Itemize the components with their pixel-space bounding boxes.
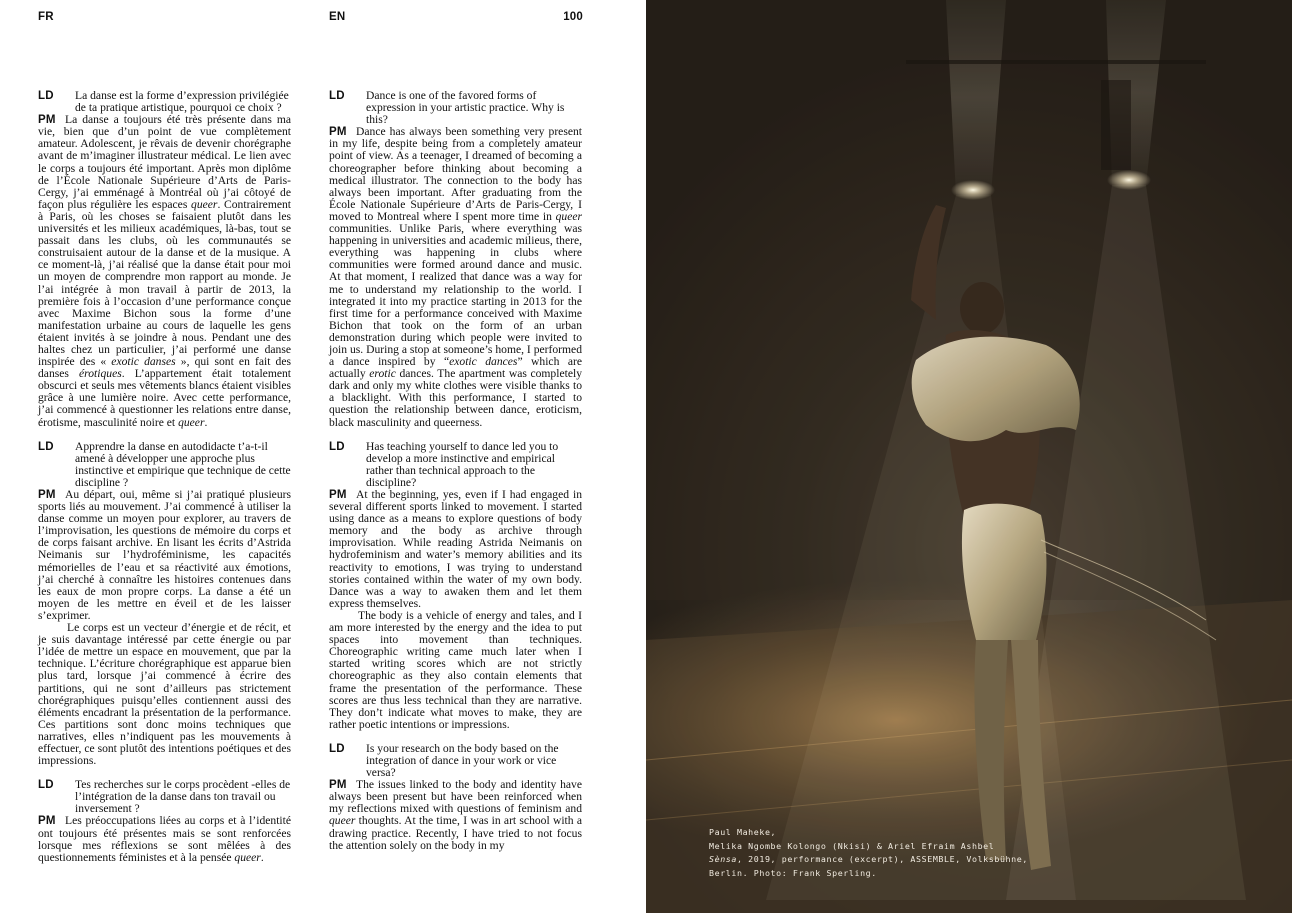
performance-photo xyxy=(646,0,1292,913)
pm-label: PM xyxy=(329,126,347,139)
pm-label: PM xyxy=(329,779,347,792)
caption-work-title: Sènsa xyxy=(709,854,737,865)
pm-label: PM xyxy=(38,489,56,501)
fr-question-3 xyxy=(38,779,291,815)
header-fr-label: FR xyxy=(38,11,54,23)
caption-line-2: Melika Ngombe Kolongo (Nkisi) & Ariel Efraim Ashbel xyxy=(709,840,995,851)
en-answer-2-paragraph-2: The body is a vehicle of energy and tales, and I am more interested by the energy and the idea to put spaces into movement than techniques. Choreographic writing came much later when I started writing scores which are not strictly choreographic as they also contain elements that frame the presentation of the performance. These scores are thus less technical than they are narrative. They don’t indicate what moves to make, they are rather poetic intentions or impressions. xyxy=(329,608,582,731)
ld-label: LD xyxy=(329,440,345,453)
ld-label: LD xyxy=(329,90,345,102)
en-question-2 xyxy=(329,441,582,489)
en-answer-3: PM The issues linked to the body and identity have always been present but have been reinforced when my reflections mixed with questions of feminism and queer thoughts. At the time, I was in art school with a drawing practice. Recently, I have tried to not focus the attention solely on the body in my xyxy=(329,778,582,852)
fr-answer-2-paragraph-2: Le corps est un vecteur d’énergie et de récit, et je suis davantage intéressé par cette énergie ou par l’idée de mettre un espace en mouvement, que par la technique. L’écriture chorégraphique est apparue bien plus tard, lorsque j’ai commencé à écrire des partitions, qui ne sont d’ailleurs pas strictement chorégraphiques puisqu’elles contiennent aussi des éléments encadrant la présentation de la performance. Ces partitions sont donc moins techniques que narratives, elles n’indiquent pas les mouvements à effectuer, ce sont plutôt des intentions poétiques et des impressions. xyxy=(38,621,291,768)
en-question-3 xyxy=(329,743,582,779)
caption-line-4: Berlin. Photo: Frank Sperling. xyxy=(709,867,877,878)
ld-label: LD xyxy=(329,742,345,755)
en-question-2-text: Has teaching yourself to dance led you to develop a more instinctive and empirical rather than technical approach to the discipline? xyxy=(366,439,559,489)
caption-line-3: Sènsa, 2019, performance (excerpt), ASSEMBLE, Volksbühne, xyxy=(709,854,1028,865)
pm-label: PM xyxy=(38,114,56,127)
en-question-1-text: Dance is one of the favored forms of expression in your artistic practice. Why is this? xyxy=(366,89,565,127)
header-en-label: EN xyxy=(329,11,346,23)
ld-label: LD xyxy=(38,90,54,102)
fr-question-2-text: Apprendre la danse en autodidacte t’a-t-il amené à développer une approche plus instinctive et empirique que technique de cette discipline ? xyxy=(75,439,291,489)
pm-label: PM xyxy=(38,815,56,828)
fr-answer-3: PM Les préoccupations liées au corps et à l’identité ont toujours été présentes mais se sont renforcées lorsque mes réflexions se sont mêlées à des questionnements féministes et à la pensée queer. xyxy=(38,814,291,864)
performance-photo-illustration xyxy=(646,0,1292,913)
en-question-1 xyxy=(329,90,582,126)
fr-answer-2: PM Au départ, oui, même si j’ai pratiqué plusieurs sports liés au mouvement. J’ai commencé à utiliser la danse comme un moyen pour explorer, au travers de l’improvisation, les questions de mémoire du corps et de corps faisant archive. En lisant les écrits d’Astrida Neimanis sur l’hydroféminisme, les capacités mémorielles de l’eau et sa réactivité aux émotions, j’ai cherché à connaître les histoires contenues dans les eaux de mon propre corps. La danse a été un moyen de les mettre en éveil et de les laisser s’exprimer. xyxy=(38,488,291,622)
photo-caption xyxy=(709,826,1029,880)
fr-question-3-text: Tes recherches sur le corps procèdent -elles de l’intégration de la danse dans ton travail ou inversement ? xyxy=(75,778,291,816)
en-answer-1: PM Dance has always been something very present in my life, despite being from a completely amateur point of view. As a teenager, I dreamed of becoming a choreographer before thinking about becoming a medical illustrator. The connection to the body has always been important. After graduating from the École Nationale Supérieure d’Arts de Paris-Cergy, I moved to Montreal where I spent more time in queer communities. Unlike Paris, where everything was happening in universities and academic milieus, there, everything was happening in clubs where communities were formed around dance and music. At that moment, I realized that dance was a way for me to understand my relationship to the world. I integrated it into my practice starting in 2013 for the first time for a performance conceived with Maxime Bichon that took on the form of an urban demonstration during which people were invited to join us. During a stop at someone’s home, I performed a dance inspired by “exotic dances” which are actually erotic dances. The apartment was completely dark and only my white clothes were visible thanks to a blacklight. With this performance, I started to question the relationship between dance, eroticism, black masculinity and queerness. xyxy=(329,125,582,429)
en-answer-2: PM At the beginning, yes, even if I had engaged in several different sports linked to movement. I started using dance as a means to explore questions of body memory and the body as archive through improvisation. While reading Astrida Neimanis on hydrofeminism and water’s memory abilities and its reactivity to emotions, I was trying to understand stories contained within the water of my own body. Dance was a way to awaken them and let them express themselves. xyxy=(329,488,582,610)
pm-label: PM xyxy=(329,489,347,501)
page-number: 100 xyxy=(563,11,583,23)
fr-answer-1: PM La danse a toujours été très présente dans ma vie, bien que d’un point de vue complètement amateur. Adolescent, je rêvais de devenir chorégraphe avant de m’imaginer illustrateur médical. Le lien avec le corps a toujours été important. Après mon diplôme de l’École Nationale Supérieure d’Arts de Paris-Cergy, j’ai emménagé à Montréal où j’ai côtoyé de façon plus régulière les espaces queer. Contrairement à Paris, où les choses se faisaient plutôt dans les universités et les milieux académiques, là-bas, tout se passait dans les clubs, où les communautés se construisaient autour de la danse et de la musique. A ce moment-là, j’ai réalisé que la danse était pour moi un moyen de comprendre mon rapport au monde. Je l’ai intégrée à mon travail à partir de 2013, la première fois à l’occasion d’une performance conçue avec Maxime Bichon sous la forme d’une manifestation urbaine au cours de laquelle les gens étaient invités à se joindre à nous. Pendant une des haltes chez un particulier, j’ai performé une danse inspirée des « exotic danses », qui sont en fait des danses érotiques. L’appartement était totalement obscurci et seuls mes vêtements blancs étaient visibles grâce à une lumière noire. Avec cette performance, j’ai commencé à questionner les relations entre danse, érotisme, masculinité noire et queer. xyxy=(38,113,292,429)
english-column xyxy=(329,90,582,852)
fr-question-2 xyxy=(38,441,291,489)
fr-question-1 xyxy=(38,90,291,114)
ld-label: LD xyxy=(38,779,54,792)
en-question-3-text: Is your research on the body based on the integration of dance in your work or vice versa? xyxy=(366,741,559,780)
ld-label: LD xyxy=(38,440,54,453)
french-column xyxy=(38,90,291,864)
caption-line-1: Paul Maheke, xyxy=(709,827,777,837)
fr-question-1-text: La danse est la forme d’expression privilégiée de ta pratique artistique, pourquoi ce choix ? xyxy=(75,89,289,115)
